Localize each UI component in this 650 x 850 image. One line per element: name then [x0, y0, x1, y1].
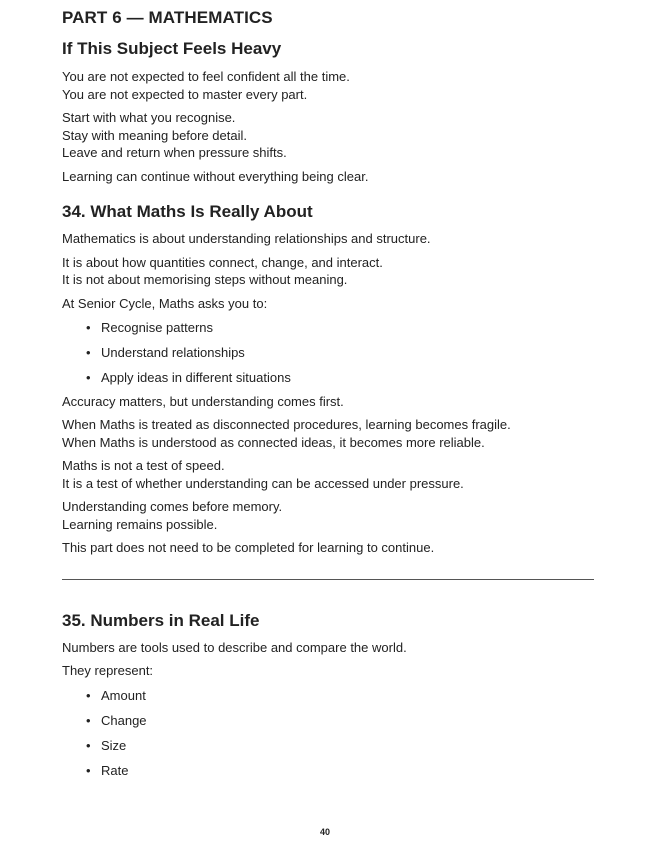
section-divider	[62, 579, 594, 580]
list-item	[62, 712, 594, 730]
intro-paragraph-2	[62, 109, 594, 162]
text-line: It is not about memorising steps without meaning.	[62, 272, 348, 287]
text-line: Learning remains possible.	[62, 516, 218, 532]
list-item	[62, 737, 594, 755]
bullet-icon: •	[86, 345, 91, 360]
text-line: Maths is not a test of speed.	[62, 458, 225, 473]
bullet-icon: •	[86, 712, 91, 728]
list-item	[62, 369, 594, 387]
list-item	[62, 319, 594, 337]
list-item-text: Understand relationships	[101, 345, 245, 360]
part-title: PART 6 — MATHEMATICS	[62, 8, 273, 27]
bullet-icon: •	[86, 762, 91, 778]
section-35-paragraph-2: They represent:	[62, 663, 154, 678]
list-item	[62, 344, 594, 362]
bullet-icon: •	[86, 687, 91, 703]
section-35-heading: 35. Numbers in Real Life	[62, 610, 260, 630]
text-line: You are not expected to feel confident all the time.	[62, 69, 350, 84]
list-item-text: Change	[101, 712, 147, 728]
text-line: Leave and return when pressure shifts.	[62, 145, 287, 160]
bullet-icon: •	[86, 737, 91, 753]
text-line: When Maths is understood as connected ideas, it becomes more reliable.	[62, 434, 485, 450]
section-34-paragraph-5	[62, 416, 594, 451]
list-item-text: Recognise patterns	[101, 320, 214, 335]
text-line: Stay with meaning before detail.	[62, 127, 247, 143]
list-item-text: Size	[101, 737, 127, 753]
document-page	[62, 6, 594, 779]
text-line: Start with what you recognise.	[62, 110, 236, 125]
section-34-paragraph-6	[62, 457, 594, 492]
section-34-paragraph-3: At Senior Cycle, Maths asks you to:	[62, 295, 268, 311]
text-line: Understanding comes before memory.	[62, 499, 283, 514]
text-line: It is a test of whether understanding can be accessed under pressure.	[62, 475, 464, 491]
section-34-paragraph-8: This part does not need to be completed for learning to continue.	[62, 540, 435, 555]
text-line: Learning can continue without everything being clear.	[62, 168, 369, 184]
list-item-text: Amount	[101, 687, 146, 703]
list-item	[62, 762, 594, 780]
intro-heading: If This Subject Feels Heavy	[62, 39, 282, 58]
bullet-icon: •	[86, 370, 91, 385]
list-item-text: Rate	[101, 762, 129, 778]
section-34-paragraph-2	[62, 254, 594, 289]
section-34-heading: 34. What Maths Is Really About	[62, 202, 313, 221]
section-35-paragraph-1: Numbers are tools used to describe and compare the world.	[62, 639, 407, 655]
section-34-paragraph-4: Accuracy matters, but understanding comes first.	[62, 393, 344, 409]
text-line: It is about how quantities connect, change, and interact.	[62, 254, 383, 270]
intro-paragraph-3	[62, 168, 594, 186]
section-35-bullet-list	[62, 687, 594, 780]
text-line: When Maths is treated as disconnected procedures, learning becomes fragile.	[62, 417, 511, 432]
list-item	[62, 687, 594, 705]
section-34-bullet-list	[62, 319, 594, 387]
page-number: 40	[319, 827, 330, 837]
section-34-paragraph-1: Mathematics is about understanding relationships and structure.	[62, 231, 431, 246]
section-34-paragraph-7	[62, 498, 594, 533]
intro-paragraph-1	[62, 68, 594, 103]
text-line: You are not expected to master every part.	[62, 86, 308, 102]
list-item-text: Apply ideas in different situations	[101, 370, 291, 385]
bullet-icon: •	[86, 320, 91, 335]
